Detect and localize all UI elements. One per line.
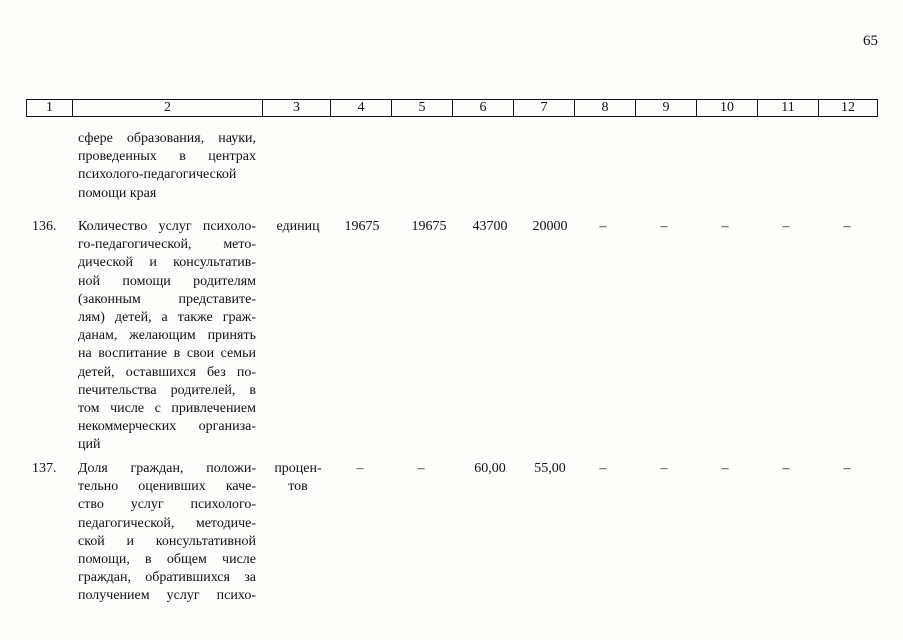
value-col-12: – [843, 219, 851, 234]
value-col-8: – [599, 219, 607, 234]
page-number: 65 [863, 33, 878, 49]
value-col-5: – [417, 461, 425, 476]
row-number: 137. [32, 461, 57, 476]
value-col-4: 19675 [344, 219, 380, 234]
header-col-4: 4 [331, 100, 392, 116]
header-col-5: 5 [392, 100, 453, 116]
row-description: Доля граждан, положи- тельно оценивших каче- ство услуг психолого- педагогической, методиче- ской и консультативной помощи, в общем числе граждан, обратившихся за получением услуг психо- [78, 461, 256, 604]
value-col-8: – [599, 461, 607, 476]
header-col-7: 7 [514, 100, 575, 116]
table-header-row [26, 99, 878, 117]
value-col-12: – [843, 461, 851, 476]
row-unit: процен- тов [274, 461, 322, 494]
value-col-7: 20000 [532, 219, 568, 234]
header-col-8: 8 [575, 100, 636, 116]
value-col-7: 55,00 [534, 461, 566, 476]
header-col-11: 11 [758, 100, 819, 116]
value-col-6: 60,00 [474, 461, 506, 476]
row-description: Количество услуг психоло- го-педагогической, мето- дической и консультатив- ной помощи родителям (законным представите- лям) детей, а также граж- данам, желающим принять на воспитание в свои семьи детей, оставшихся без по- печительства родителей, в том числе с привлечением некоммерческих организа- ций [78, 219, 256, 453]
header-col-2: 2 [73, 100, 263, 116]
value-col-11: – [782, 461, 790, 476]
header-col-10: 10 [697, 100, 758, 116]
row-number: 136. [32, 219, 57, 234]
row-unit: единиц [276, 219, 320, 234]
value-col-9: – [660, 219, 668, 234]
header-col-6: 6 [453, 100, 514, 116]
header-col-9: 9 [636, 100, 697, 116]
value-col-10: – [721, 219, 729, 234]
row-description: сфере образования, науки, проведенных в центрах психолого-педагогической помощи края [78, 131, 256, 201]
header-col-3: 3 [263, 100, 331, 116]
value-col-11: – [782, 219, 790, 234]
value-col-5: 19675 [411, 219, 447, 234]
value-col-6: 43700 [472, 219, 508, 234]
value-col-9: – [660, 461, 668, 476]
header-col-12: 12 [841, 100, 855, 115]
header-col-1: 1 [27, 100, 73, 116]
value-col-4: – [356, 461, 364, 476]
value-col-10: – [721, 461, 729, 476]
